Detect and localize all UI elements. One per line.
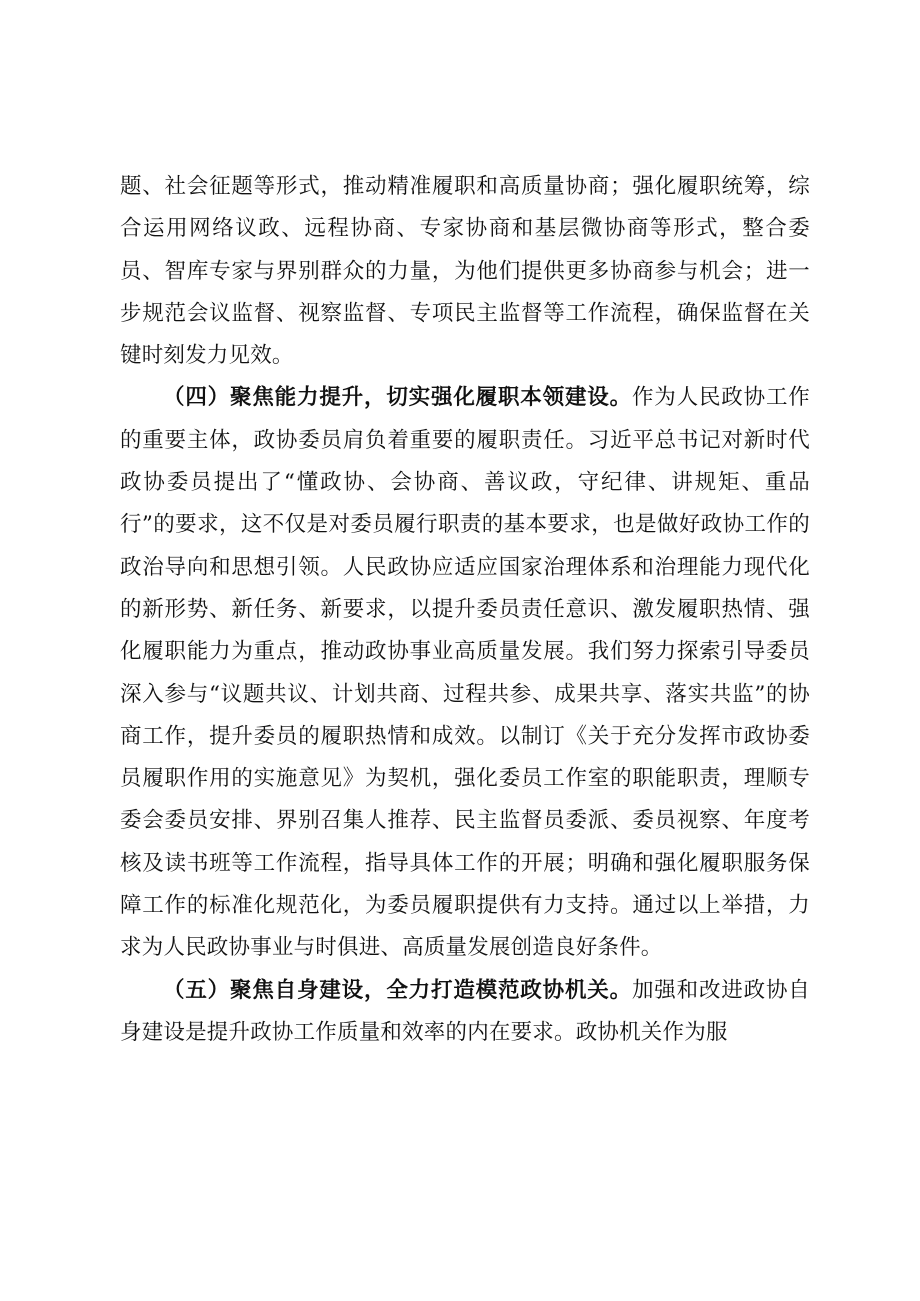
paragraph-section-five <box>120 970 810 1055</box>
paragraph-body: 加强和改进政协自身建设是提升政协工作质量和效率的内在要求。政协机关作为服 <box>120 977 810 1045</box>
paragraph-section-four <box>120 377 810 969</box>
paragraph-body: 作为人民政协工作的重要主体，政协委员肩负着重要的履职责任。习近平总书记对新时代政协委员提出了“懂政协、会协商、善议政，守纪律、讲规矩、重品行”的要求，这不仅是对委员履行职责的基本要求，也是做好政协工作的政治导向和思想引领。人民政协应适应国家治理体系和治理能力现代化的新形势、新任务、新要求，以提升委员责任意识、激发履职热情、强化履职能力为重点，推动政协事业高质量发展。我们努力探索引导委员深入参与“议题共议、计划共商、过程共参、成果共享、落实共监”的协商工作，提升委员的履职热情和成效。以制订《关于充分发挥市政协委员履职作用的实施意见》为契机，强化委员工作室的职能职责，理顺专委会委员安排、界别召集人推荐、民主监督员委派、委员视察、年度考核及读书班等工作流程，指导具体工作的开展；明确和强化履职服务保障工作的标准化规范化，为委员履职提供有力支持。通过以上举措，力求为人民政协事业与时俱进、高质量发展创造良好条件。 <box>120 385 810 961</box>
section-heading-five: （五）聚焦自身建设，全力打造模范政协机关。 <box>163 977 632 1003</box>
paragraph-continuation <box>120 166 810 377</box>
paragraph-body: 题、社会征题等形式，推动精准履职和高质量协商；强化履职统筹，综合运用网络议政、远程协商、专家协商和基层微协商等形式，整合委员、智库专家与界别群众的力量，为他们提供更多协商参与机会；进一步规范会议监督、视察监督、专项民主监督等工作流程，确保监督在关键时刻发力见效。 <box>120 174 810 369</box>
document-page <box>120 166 810 1054</box>
section-heading-four: （四）聚焦能力提升，切实强化履职本领建设。 <box>163 385 632 411</box>
